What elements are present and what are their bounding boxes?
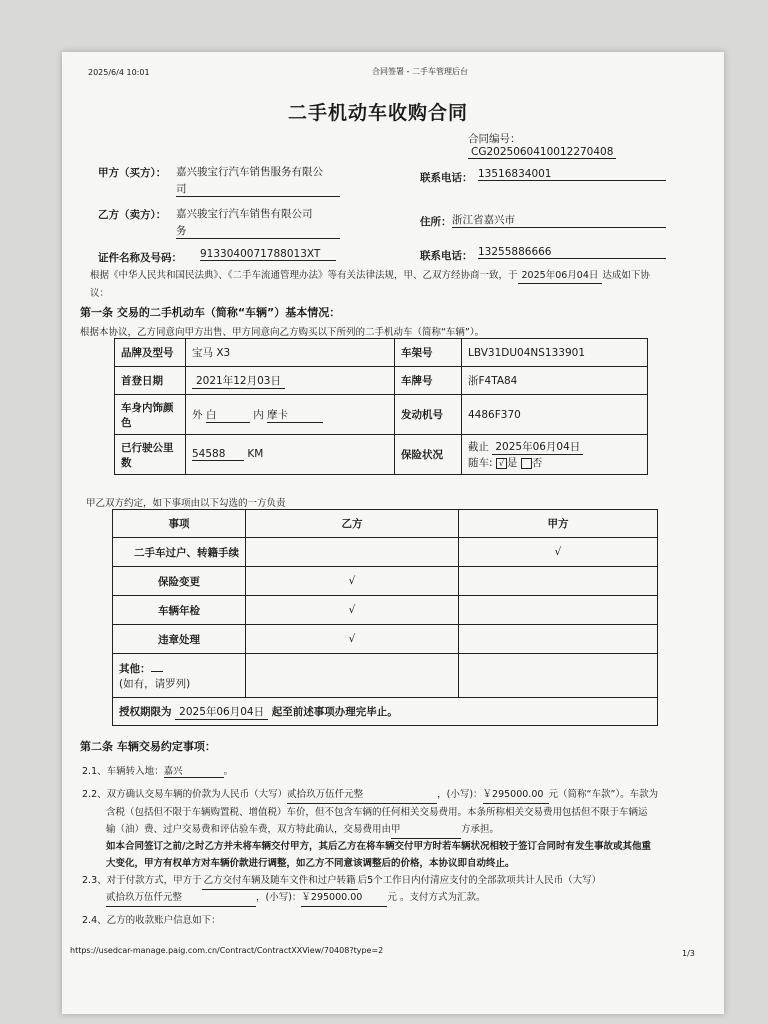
contract-number-label: 合同编号： [468, 133, 521, 145]
plate-label: 车牌号 [395, 367, 462, 395]
party-a-phone: 13516834001 [478, 168, 666, 181]
mileage-label-line1: 已行驶公里 [121, 441, 174, 454]
header-party-a: 甲方 [459, 510, 658, 538]
mileage-label [115, 435, 186, 475]
row-party-b: √ [246, 567, 459, 596]
clause-2-1-text: 车辆转入地： [106, 766, 164, 777]
other-cell [113, 654, 246, 698]
authorization-row [113, 698, 658, 726]
no-label: 否 [531, 457, 543, 469]
row-item: 保险变更 [113, 567, 246, 596]
insurance-label: 保险状况 [395, 435, 462, 475]
responsibility-caption: 甲乙双方约定，如下事项由以下勾选的一方负责 [86, 498, 286, 509]
insurance-until: 2025年06月04日 [492, 439, 583, 455]
fee-payer: 甲 [391, 821, 461, 839]
mileage-label-line2: 数 [121, 456, 132, 469]
condition-change-notice [106, 838, 712, 872]
price-uppercase: 贰拾玖万伍仟元整 [287, 786, 437, 804]
payment-condition: 乙方交付车辆及随车文件和过户转籍 [202, 873, 358, 890]
party-b-name-line2: 务 [176, 225, 187, 237]
other-row [113, 654, 658, 698]
contract-number-value: CG2025060410012270408 [468, 146, 616, 159]
no-checkbox [521, 458, 532, 469]
print-date: 2025/6/4 10:01 [88, 68, 150, 77]
color-label-line1: 车身内饰颜 [121, 401, 174, 414]
yes-label: 是 [506, 457, 518, 469]
price-lowercase: ￥295000.00 [483, 786, 549, 804]
reg-date-value: 2021年12月03日 [192, 373, 285, 389]
clause-2-2-text-c: 元（简称“车款”）。车款为 [548, 789, 659, 800]
authorization-date: 2025年06月04日 [175, 704, 268, 720]
clause-2-2-line2: 含税（包括但不限于车辆购置税、增值税）车价，但不包含车辆的任何相关交易费用。本条所称相关交易费用包括但不限于车辆运 [106, 807, 648, 818]
article-2-heading: 第二条 车辆交易约定事项： [80, 740, 216, 753]
responsibility-table [112, 509, 658, 726]
mileage-unit: KM [247, 448, 264, 460]
insurance-until-label: 截止 [468, 441, 489, 453]
contract-number [468, 131, 666, 159]
authorization-text-end: 起至前述事项办理完毕止。 [271, 705, 398, 718]
other-party-a [459, 654, 658, 698]
reg-date-cell [186, 367, 395, 395]
vin-value: LBV31DU04NS133901 [462, 339, 648, 367]
header-party-b: 乙方 [246, 510, 459, 538]
party-b-address-label: 住所： [420, 216, 452, 228]
table-row [113, 538, 658, 567]
row-item: 车辆年检 [113, 596, 246, 625]
party-b-phone-label: 联系电话： [420, 250, 473, 262]
party-b-id-label: 证件名称及号码： [98, 252, 182, 264]
table-row [113, 625, 658, 654]
condition-change-line1: 如本合同签订之前/之时乙方并未将车辆交付甲方，其后乙方在将车辆交付甲方时若车辆状况相较于签订合同时有发生事故或其他重 [106, 841, 651, 852]
payment-lowercase: ￥295000.00 [301, 890, 387, 907]
preamble-text: 根据《中华人民共和国民法典》、《二手车流通管理办法》等有关法律法规，甲、乙双方经协商一致，于 [90, 270, 518, 281]
clause-2-4-text: 乙方的收款账户信息如下： [106, 915, 221, 926]
exterior-color: 白 [206, 407, 250, 423]
clause-2-2-line3: 输（油）费、过户交易费和评估验车费，双方特此确认，交易费用由 [106, 824, 392, 835]
brand-value: 宝马 X3 [186, 339, 395, 367]
footer-page-number: 1/3 [682, 949, 695, 958]
party-b-name-line1: 嘉兴骏宝行汽车销售有限公司 [176, 208, 313, 220]
other-value [151, 671, 163, 672]
engine-label: 发动机号 [395, 395, 462, 435]
row-item: 违章处理 [113, 625, 246, 654]
clause-2-3-text-b: 后5个工作日内付清应支付的全部款项共计人民币（大写） [357, 875, 602, 886]
clause-2-2-text: 双方确认交易车辆的价款为人民币（大写） [106, 789, 288, 800]
footer-url: https://usedcar-manage.paig.com.cn/Contract/ContractXXView/70408?type=2 [70, 946, 384, 955]
party-b-phone: 13255886666 [478, 246, 666, 259]
clause-2-3-number: 2.3、 [82, 875, 107, 886]
mileage-cell [186, 435, 395, 475]
party-a-name-line1: 嘉兴骏宝行汽车销售服务有限公 [176, 166, 323, 178]
document-title: 二手机动车收购合同 [288, 102, 469, 124]
engine-value: 4486F370 [462, 395, 648, 435]
clause-2-3-text-d: 元 。支付方式为汇款。 [387, 892, 486, 903]
plate-value: 浙F4TA84 [462, 367, 648, 395]
clause-2-3-text: 对于付款方式，甲方于 [106, 875, 202, 886]
color-label-line2: 色 [121, 416, 132, 429]
article-1-intro: 根据本协议，乙方同意向甲方出售、甲方同意向乙方购买以下所列的二手机动车（简称“车辆”）。 [80, 327, 485, 338]
party-b-address: 浙江省嘉兴市 [452, 212, 666, 228]
header-item: 事项 [113, 510, 246, 538]
clause-2-1-number: 2.1、 [82, 766, 107, 777]
row-item: 二手车过户、转籍手续 [113, 538, 246, 567]
yes-checkbox: √ [496, 458, 507, 469]
contract-page [62, 52, 724, 1014]
party-a-phone-label: 联系电话： [420, 172, 473, 184]
other-label: 其他： [119, 662, 151, 675]
row-party-a [459, 567, 658, 596]
clause-2-2 [82, 786, 712, 839]
preamble [90, 269, 710, 284]
interior-color: 摩卡 [267, 407, 323, 423]
party-b-label: 乙方（卖方）： [98, 209, 167, 221]
article-1-heading: 第一条 交易的二手机动车（简称“车辆”）基本情况： [80, 306, 341, 319]
party-b-id: 9133040071788013XT [200, 248, 336, 261]
row-party-b [246, 538, 459, 567]
clause-2-4 [82, 912, 221, 926]
payment-uppercase: 贰拾玖万伍仟元整 [106, 890, 256, 907]
table-row [113, 567, 658, 596]
authorization-text: 授权期限为 [119, 705, 172, 718]
row-party-a: √ [459, 538, 658, 567]
color-label [115, 395, 186, 435]
clause-2-2-number: 2.2、 [82, 789, 107, 800]
row-party-b: √ [246, 596, 459, 625]
condition-change-line2: 大变化，甲方有权单方对车辆价款进行调整，如乙方不同意该调整后的价格，本协议即自动终止。 [106, 858, 515, 869]
interior-label: 内 [253, 408, 264, 421]
clause-2-1-end: 。 [223, 766, 234, 777]
exterior-label: 外 [192, 408, 203, 421]
vin-label: 车架号 [395, 339, 462, 367]
vehicle-info-table [114, 338, 648, 475]
preamble-text-end: 达成如下协 [602, 270, 650, 281]
party-a-name [176, 164, 340, 197]
clause-2-4-number: 2.4、 [82, 915, 107, 926]
transfer-destination: 嘉兴 [164, 763, 224, 778]
clause-2-2-text-b: ，(小写)： [437, 789, 483, 800]
color-cell [186, 395, 395, 435]
party-b-name [176, 206, 340, 239]
brand-label: 品牌及型号 [115, 339, 186, 367]
preamble-continued: 议： [90, 288, 110, 299]
preamble-date: 2025年06月04日 [518, 269, 603, 284]
row-party-a [459, 596, 658, 625]
table-header-row [113, 510, 658, 538]
row-party-a [459, 625, 658, 654]
row-party-b: √ [246, 625, 459, 654]
other-party-b [246, 654, 459, 698]
other-hint: (如有，请罗列) [119, 677, 191, 690]
party-a-label: 甲方（买方）： [98, 167, 167, 179]
insurance-cell [462, 435, 648, 475]
clause-2-3 [82, 873, 712, 907]
party-a-name-line2: 司 [176, 183, 187, 195]
mileage-value: 54588 [192, 448, 244, 461]
reg-date-label: 首登日期 [115, 367, 186, 395]
clause-2-3-text-c: ，(小写)： [256, 892, 302, 903]
authorization-cell [113, 698, 658, 726]
clause-2-2-line3-end: 方承担。 [461, 824, 500, 835]
table-row [113, 596, 658, 625]
clause-2-1 [82, 763, 233, 778]
with-car-label: 随车: [468, 457, 493, 469]
print-page-title: 合同签署 - 二手车管理后台 [372, 67, 468, 76]
